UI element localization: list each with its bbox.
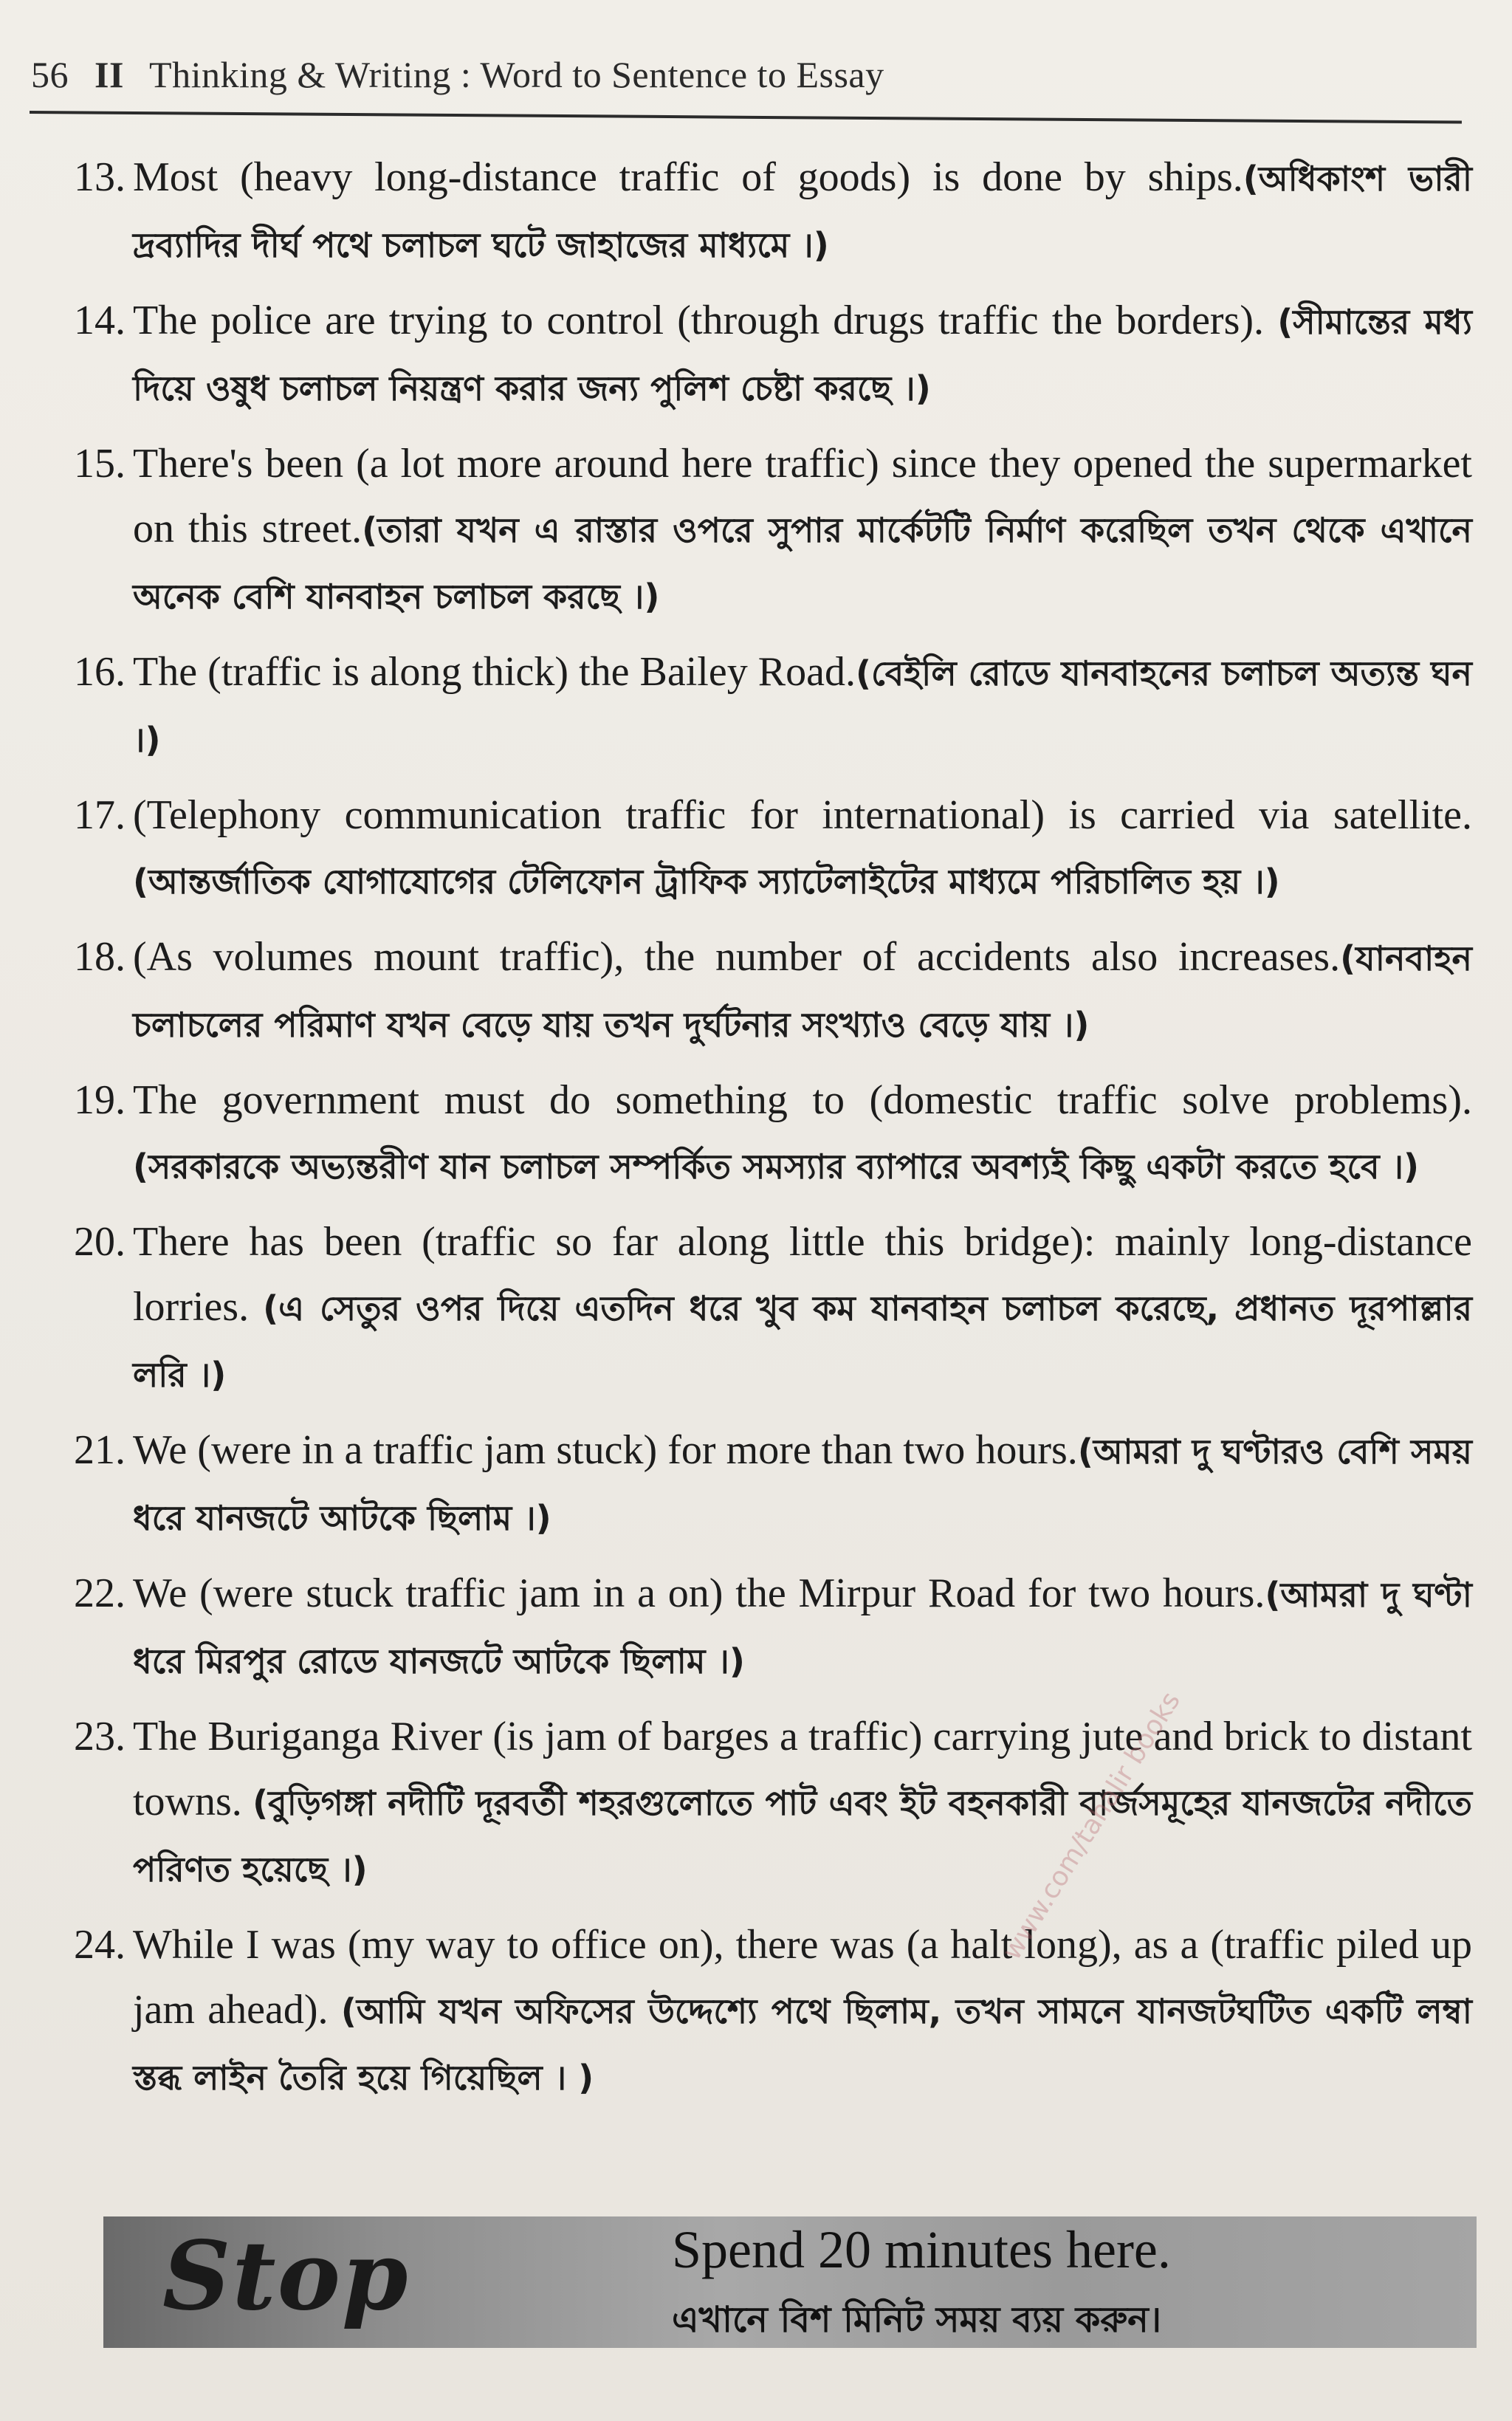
bangla-translation: (সীমান্তের মধ্য দিয়ে ওষুধ চলাচল নিয়ন্ত্রণ করার জন্য পুলিশ চেষ্টা করছে ।) (133, 302, 1473, 408)
bangla-translation: (সরকারকে অভ্যন্তরীণ যান চলাচল সম্পর্কিত সমস্যার ব্যাপারে অবশ্যই কিছু একটা করতে হবে ।) (133, 1147, 1420, 1187)
header-separator: II (94, 54, 124, 95)
item-number: 21. (74, 1427, 126, 1473)
bangla-translation: (তারা যখন এ রাস্তার ওপরে সুপার মার্কেটটি নির্মাণ করেছিল তখন থেকে এখানে অনেক বেশি যানবাহন চলাচল করছে ।) (133, 510, 1472, 617)
exercise-item-22 (35, 1561, 1472, 1694)
exercise-item-13 (35, 145, 1472, 278)
exercise-item-24 (35, 1912, 1472, 2110)
english-sentence: We (were in a traffic jam stuck) for more than two hours. (133, 1427, 1078, 1473)
exercise-item-15 (35, 431, 1472, 629)
exercise-item-20 (35, 1209, 1472, 1407)
english-sentence: The Buriganga River (is jam of barges a traffic) carrying jute and brick to distant towns. (133, 1714, 1472, 1824)
item-number: 23. (74, 1714, 126, 1759)
bangla-translation: (আমরা দু ঘণ্টা ধরে মিরপুর রোডে যানজটে আটকে ছিলাম ।) (133, 1575, 1472, 1681)
exercise-item-21 (35, 1418, 1472, 1551)
english-sentence: The (traffic is along thick) the Bailey Road. (133, 649, 856, 695)
bangla-translation: (বুড়িগঙ্গা নদীটি দূরবর্তী শহরগুলোতে পাট এবং ইট বহনকারী বার্জসমূহের যানজটের নদীতে পরিণত হয়েছে ।) (133, 1783, 1473, 1889)
banner-message-english: Spend 20 minutes here. (672, 2220, 1171, 2279)
bangla-translation: (এ সেতুর ওপর দিয়ে এতদিন ধরে খুব কম যানবাহন চলাচল করেছে, প্রধানত দূরপাল্লার লরি ।) (133, 1288, 1472, 1395)
exercise-item-19 (35, 1068, 1472, 1199)
item-number: 24. (74, 1922, 126, 1968)
bangla-translation: (আমি যখন অফিসের উদ্দেশ্যে পথে ছিলাম, তখন সামনে যানজটঘটিত একটি লম্বা স্তব্ধ লাইন তৈরি হয়ে গিয়েছিল । ) (133, 1991, 1473, 2098)
english-sentence: There's been (a lot more around here traffic) since they opened the supermarket on this street. (133, 441, 1472, 552)
stop-label: Stop (162, 2221, 410, 2332)
banner-message-bangla: এখানে বিশ মিনিট সময় ব্যয় করুন। (672, 2299, 1161, 2341)
book-title: Thinking & Writing : Word to Sentence to Essay (149, 54, 884, 95)
item-number: 13. (74, 154, 126, 200)
exercise-item-18 (35, 924, 1472, 1057)
page-number: 56 (31, 54, 69, 95)
item-number: 19. (74, 1077, 126, 1123)
item-number: 20. (74, 1219, 126, 1265)
item-number: 17. (74, 792, 126, 838)
english-sentence: Most (heavy long-distance traffic of goods) is done by ships. (133, 154, 1243, 200)
page-header (31, 53, 884, 96)
exercise-item-14 (35, 288, 1472, 421)
english-sentence: (Telephony communication traffic for international) is carried via satellite. (133, 792, 1472, 838)
bangla-translation: (যানবাহন চলাচলের পরিমাণ যখন বেড়ে যায় তখন দুর্ঘটনার সংখ্যাও বেড়ে যায় ।) (133, 938, 1472, 1045)
item-number: 14. (74, 298, 126, 343)
item-number: 22. (74, 1570, 126, 1616)
english-sentence: (As volumes mount traffic), the number of accidents also increases. (133, 934, 1341, 980)
exercise-item-17 (35, 783, 1472, 914)
bangla-translation: (বেইলি রোডে যানবাহনের চলাচল অত্যন্ত ঘন ।) (133, 653, 1472, 760)
bangla-translation: (আন্তর্জাতিক যোগাযোগের টেলিফোন ট্রাফিক স্যাটেলাইটের মাধ্যমে পরিচালিত হয় ।) (133, 862, 1280, 902)
stop-banner (103, 2216, 1477, 2348)
item-number: 18. (74, 934, 126, 980)
watermark: www.com/tahalir books (997, 1686, 1186, 1965)
english-sentence: There has been (traffic so far along little this bridge): mainly long-distance lorries. (133, 1219, 1472, 1330)
item-number: 16. (74, 649, 126, 695)
exercise-item-23 (35, 1704, 1472, 1902)
item-number: 15. (74, 441, 126, 487)
english-sentence: The government must do something to (domestic traffic solve problems). (133, 1077, 1472, 1123)
english-sentence: While I was (my way to office on), there was (a halt long), as a (traffic piled up jam ahead). (133, 1922, 1472, 2033)
exercise-item-16 (35, 639, 1472, 772)
english-sentence: The police are trying to control (through drugs traffic the borders). (133, 298, 1265, 343)
bangla-translation: (আমরা দু ঘণ্টারও বেশি সময় ধরে যানজটে আটকে ছিলাম ।) (133, 1432, 1472, 1538)
exercise-list (35, 145, 1472, 2120)
english-sentence: We (were stuck traffic jam in a on) the Mirpur Road for two hours. (133, 1570, 1265, 1616)
header-rule (30, 111, 1462, 124)
bangla-translation: (অধিকাংশ ভারী দ্রব্যাদির দীর্ঘ পথে চলাচল ঘটে জাহাজের মাধ্যমে ।) (133, 159, 1473, 265)
